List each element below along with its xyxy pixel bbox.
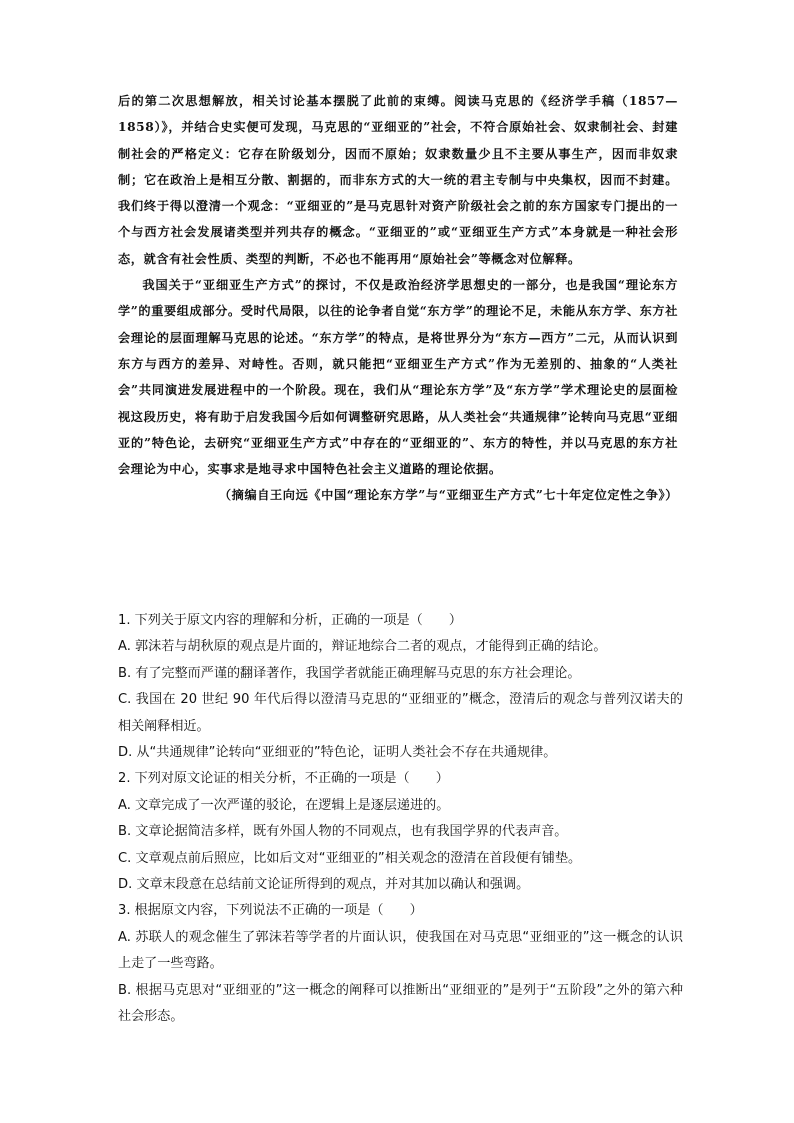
question-3 bbox=[118, 898, 683, 1030]
option-b: B. 有了完整而严谨的翻译著作，我国学者就能正确理解马克思的东方社会理论。 bbox=[118, 665, 581, 681]
option-c: C. 文章观点前后照应，比如后文对“亚细亚的”相关观念的澄清在首段便有铺垫。 bbox=[118, 850, 582, 866]
option-b: B. 根据马克思对“亚细亚的”这一概念的阐释可以推断出“亚细亚的”是列于“五阶段”之外的第六种社会形态。 bbox=[118, 982, 683, 1025]
passage-paragraph: 后的第二次思想解放，相关讨论基本摆脱了此前的束缚。阅读马克思的《经济学手稿（1857—1858）》，并结合史实便可发现，马克思的“亚细亚的”社会，不符合原始社会、奴隶制社会、封建制社会的严格定义：它存在阶级划分，因而不原始；奴隶数量少且不主要从事生产，因而非奴隶制；它在政治上是相互分散、割据的，而非东方式的大一统的君主专制与中央集权，因而不封建。我们终于得以澄清一个观念：“亚细亚的”是马克思针对资产阶级社会之前的东方国家专门提出的一个与西方社会发展诸类型并列共存的概念。“亚细亚的”或“亚细亚生产方式”本身就是一种社会形态，就含有社会性质、类型的判断，不必也不能再用“原始社会”等概念对位解释。 bbox=[118, 94, 678, 266]
question-stem: 2. 下列对原文论证的相关分析，不正确的一项是（ ） bbox=[118, 771, 449, 787]
passage-source: （摘编自王向远《中国“理论东方学”与“亚细亚生产方式”七十年定位定性之争》） bbox=[218, 488, 678, 503]
option-d: D. 文章末段意在总结前文论证所得到的观点，并对其加以确认和强调。 bbox=[118, 877, 530, 893]
question-list bbox=[118, 608, 683, 1031]
reading-passage bbox=[118, 88, 678, 509]
option-a: A. 文章完成了一次严谨的驳论，在逻辑上是逐层递进的。 bbox=[118, 797, 450, 813]
option-a: A. 苏联人的观念催生了郭沫若等学者的片面认识，使我国在对马克思“亚细亚的”这一概念的认识上走了一些弯路。 bbox=[118, 929, 683, 972]
option-b: B. 文章论据简洁多样，既有外国人物的不同观点，也有我国学界的代表声音。 bbox=[118, 824, 568, 840]
option-d: D. 从“共通规律”论转向“亚细亚的”特色论，证明人类社会不存在共通规律。 bbox=[118, 745, 557, 761]
passage-paragraph: 我国关于“亚细亚生产方式”的探讨，不仅是政治经济学思想史的一部分，也是我国“理论东方学”的重要组成部分。受时代局限，以往的论争者自觉“东方学”的理论不足，未能从东方学、东方社会理论的层面理解马克思的论述。“东方学”的特点，是将世界分为“东方—西方”二元，从而认识到东方与西方的差异、对峙性。否则，就只能把“亚细亚生产方式”作为无差别的、抽象的“人类社会”共同演进发展进程中的一个阶段。现在，我们从“理论东方学”及“东方学”学术理论史的层面检视这段历史，将有助于启发我国今后如何调整研究思路，从人类社会“共通规律”论转向马克思“亚细亚的”特色论，去研究“亚细亚生产方式”中存在的“亚细亚的”、东方的特性，并以马克思的东方社会理论为中心，实事求是地寻求中国特色社会主义道路的理论依据。 bbox=[118, 278, 678, 477]
option-c: C. 我国在 20 世纪 90 年代后得以澄清马克思的“亚细亚的”概念，澄清后的观念与普列汉诺夫的相关阐释相近。 bbox=[118, 692, 683, 734]
question-1 bbox=[118, 608, 683, 766]
question-stem: 3. 根据原文内容，下列说法不正确的一项是（ ） bbox=[118, 903, 423, 919]
question-stem: 1. 下列关于原文内容的理解和分析，正确的一项是（ ） bbox=[118, 613, 462, 628]
question-2 bbox=[118, 766, 683, 898]
option-a: A. 郭沫若与胡秋原的观点是片面的，辩证地综合二者的观点，才能得到正确的结论。 bbox=[118, 639, 607, 655]
